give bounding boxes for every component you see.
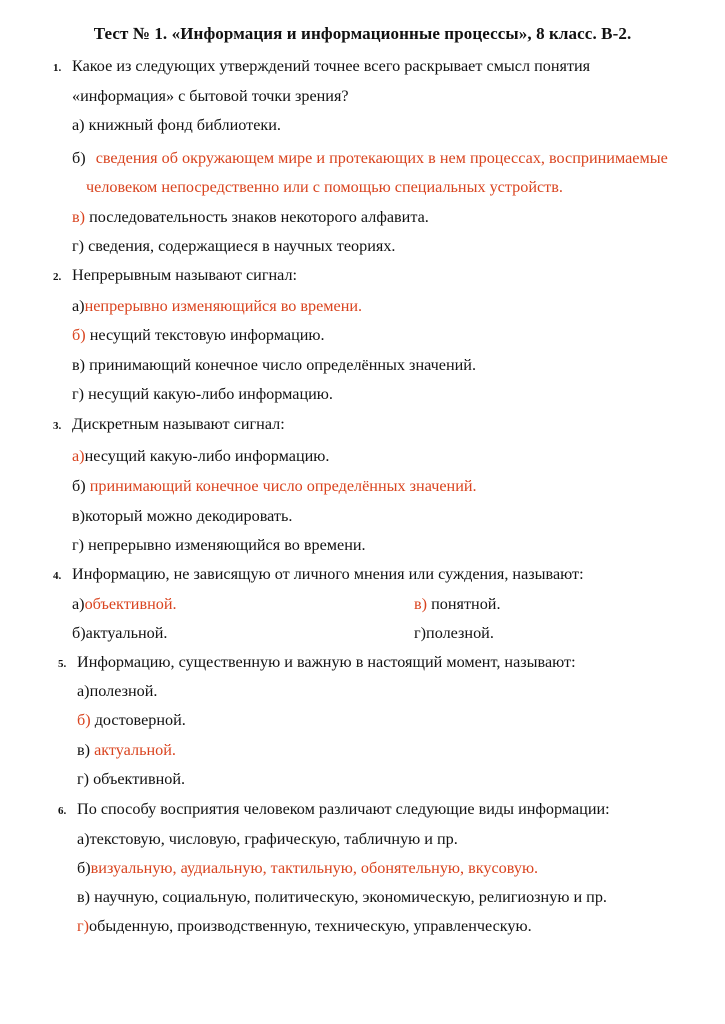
option-letter: а) (72, 116, 85, 134)
option-letter: г) (77, 770, 90, 788)
option-text: объективной. (84, 595, 177, 613)
answer-option (72, 384, 333, 404)
answer-option (77, 769, 185, 789)
answer-option (414, 623, 494, 643)
answer-option (72, 535, 366, 555)
option-letter: в) (77, 888, 91, 906)
answer-option (72, 594, 177, 614)
option-text: обыденную, производственную, техническую, управленческую. (89, 917, 532, 935)
option-letter: в) (414, 595, 428, 613)
option-text: актуальной. (90, 741, 176, 759)
option-letter: а) (77, 830, 90, 848)
answer-option (414, 594, 501, 614)
question-text: Информацию, не зависящую от личного мнения или суждения, называют: (72, 565, 584, 583)
question-text: Какое из следующих утверждений точнее всего раскрывает смысл понятия (72, 57, 591, 75)
answer-option (72, 236, 395, 256)
option-text: несущий какую-либо информацию. (84, 447, 330, 465)
option-text: понятной. (427, 595, 501, 613)
option-letter: в) (77, 741, 91, 759)
option-letter: г) (72, 536, 85, 554)
option-letter: б) (72, 326, 86, 344)
option-letter: а) (72, 447, 85, 465)
page-title: Тест № 1. «Информация и информационные процессы», 8 класс. В-2. (93, 24, 632, 43)
option-text: научную, социальную, политическую, экономическую, религиозную и пр. (90, 888, 607, 906)
option-text: достоверной. (90, 711, 186, 729)
answer-option (72, 207, 429, 227)
answer-option (77, 681, 157, 701)
answer-option (72, 296, 362, 316)
option-text: непрерывно изменяющийся во времени. (84, 297, 363, 315)
answer-option (77, 829, 458, 849)
answer-option (72, 115, 281, 135)
question-text: «информация» с бытовой точки зрения? (72, 87, 349, 105)
option-text: сведения, содержащиеся в научных теориях. (84, 237, 396, 255)
option-text: книжный фонд библиотеки. (84, 116, 281, 134)
option-letter: в) (72, 507, 86, 525)
answer-option (72, 325, 325, 345)
option-letter: в) (72, 208, 86, 226)
option-text: несущий какую-либо информацию. (84, 385, 333, 403)
option-letter: в) (72, 356, 86, 374)
option-letter: б) (77, 711, 91, 729)
option-text: полезной. (426, 624, 494, 642)
option-text: несущий текстовую информацию. (85, 326, 325, 344)
option-text: сведения об окружающем мире и протекающих в нем процессах, воспринимаемые (95, 149, 668, 167)
option-letter: б) (72, 149, 86, 167)
answer-option (72, 148, 668, 168)
question-text: По способу восприятия человеком различают следующие виды информации: (77, 800, 610, 818)
option-letter: а) (72, 297, 85, 315)
answer-option (72, 446, 329, 466)
option-text: текстовую, числовую, графическую, табличную и пр. (89, 830, 458, 848)
answer-option (72, 476, 477, 496)
option-letter: б) (77, 859, 91, 877)
question-number: 4. (53, 570, 62, 582)
option-text: визуальную, аудиальную, тактильную, обонятельную, вкусовую. (90, 859, 539, 877)
option-letter: г) (77, 917, 90, 935)
option-letter: г) (414, 624, 427, 642)
question-number: 2. (53, 271, 62, 283)
option-text-continued: человеком непосредственно или с помощью специальных устройств. (86, 178, 563, 196)
question-number: 3. (53, 420, 62, 432)
question-number: 5. (58, 658, 67, 670)
answer-option (77, 710, 186, 730)
question-text: Непрерывным называют сигнал: (72, 266, 298, 284)
option-text: последовательность знаков некоторого алфавита. (85, 208, 429, 226)
answer-option (72, 355, 476, 375)
answer-option (77, 916, 532, 936)
option-letter: г) (72, 237, 85, 255)
answer-option (72, 506, 292, 526)
option-text: актуальной. (85, 624, 168, 642)
question-number: 1. (53, 62, 62, 74)
question-text: Дискретным называют сигнал: (72, 415, 285, 433)
option-text: который можно декодировать. (85, 507, 293, 525)
answer-option (72, 623, 167, 643)
option-letter: а) (77, 682, 90, 700)
answer-option (77, 858, 538, 878)
option-text: непрерывно изменяющийся во времени. (84, 536, 366, 554)
question-text: Информацию, существенную и важную в настоящий момент, называют: (77, 653, 576, 671)
option-text: принимающий конечное число определённых значений. (85, 477, 477, 495)
option-text: объективной. (89, 770, 186, 788)
question-number: 6. (58, 805, 67, 817)
option-letter: б) (72, 624, 86, 642)
answer-option (77, 740, 176, 760)
option-letter: б) (72, 477, 86, 495)
answer-option (77, 887, 607, 907)
option-letter: а) (72, 595, 85, 613)
option-text: принимающий конечное число определённых значений. (85, 356, 477, 374)
option-text: полезной. (89, 682, 158, 700)
option-letter: г) (72, 385, 85, 403)
